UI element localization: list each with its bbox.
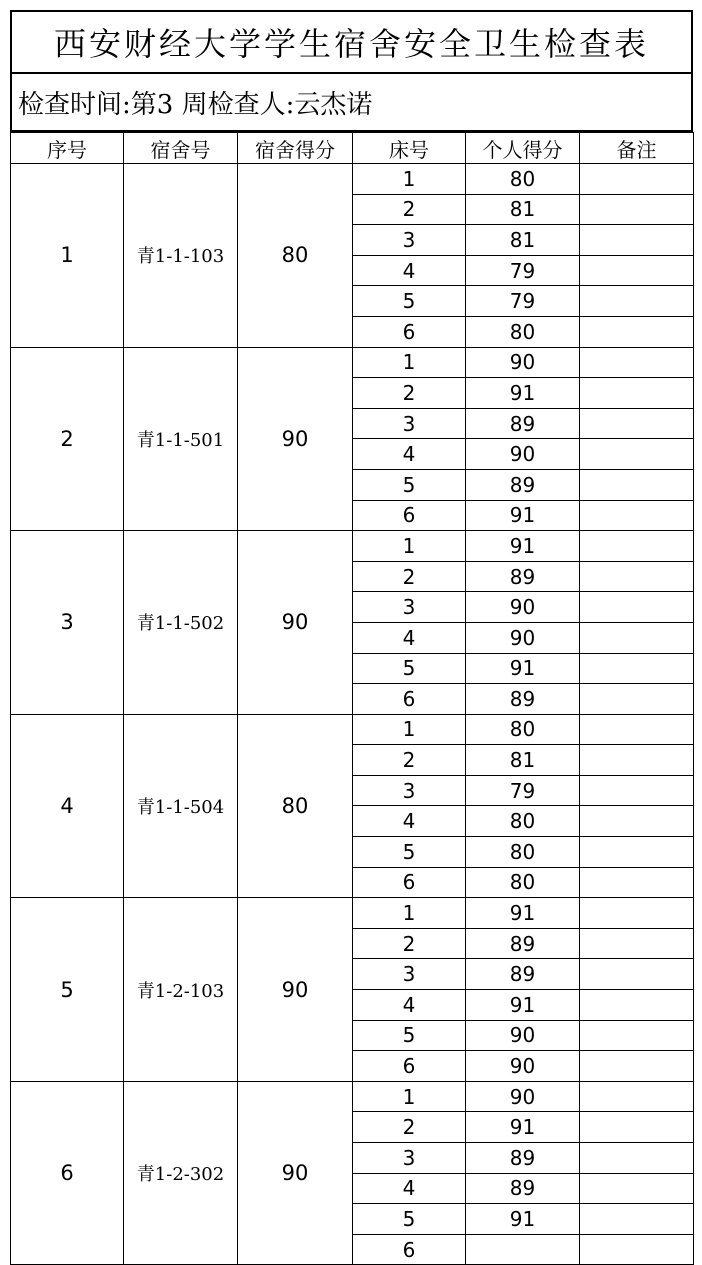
bed-number: 3	[353, 775, 466, 806]
header-row	[11, 133, 694, 164]
note-cell	[580, 898, 694, 929]
dorm-score: 90	[238, 1081, 353, 1265]
personal-score: 91	[466, 500, 580, 531]
bed-number: 6	[353, 316, 466, 347]
note-cell	[580, 684, 694, 715]
table-row	[11, 714, 694, 745]
note-cell	[580, 347, 694, 378]
inspector-name: 云杰诺	[294, 89, 373, 120]
bed-number: 5	[353, 1020, 466, 1051]
personal-score: 81	[466, 745, 580, 776]
dorm-room: 青1-1-103	[124, 164, 238, 348]
note-cell	[580, 255, 694, 286]
note-cell	[580, 531, 694, 562]
note-cell	[580, 806, 694, 837]
note-cell	[580, 1020, 694, 1051]
note-cell	[580, 378, 694, 409]
dorm-seq: 3	[11, 531, 124, 715]
bed-number: 6	[353, 500, 466, 531]
note-cell	[580, 867, 694, 898]
dorm-score: 90	[238, 347, 353, 531]
note-cell	[580, 561, 694, 592]
personal-score: 89	[466, 928, 580, 959]
bed-number: 2	[353, 745, 466, 776]
note-cell	[580, 653, 694, 684]
inspection-time: 检查时间:第3 周	[18, 89, 208, 120]
personal-score: 91	[466, 898, 580, 929]
personal-score: 89	[466, 469, 580, 500]
personal-score: 80	[466, 806, 580, 837]
note-cell	[580, 1112, 694, 1143]
personal-score: 90	[466, 1081, 580, 1112]
personal-score: 79	[466, 775, 580, 806]
table-row	[11, 164, 694, 195]
header-dorm-score: 宿舍得分	[238, 133, 353, 164]
personal-score: 89	[466, 684, 580, 715]
note-cell	[580, 500, 694, 531]
bed-number: 2	[353, 561, 466, 592]
bed-number: 2	[353, 378, 466, 409]
personal-score: 90	[466, 1020, 580, 1051]
personal-score: 91	[466, 531, 580, 562]
dorm-score: 80	[238, 164, 353, 348]
header-note: 备注	[580, 133, 694, 164]
page-title: 西安财经大学学生宿舍安全卫生检查表	[10, 10, 693, 72]
dorm-seq: 6	[11, 1081, 124, 1265]
personal-score: 91	[466, 990, 580, 1021]
bed-number: 4	[353, 255, 466, 286]
personal-score: 89	[466, 408, 580, 439]
bed-number: 4	[353, 439, 466, 470]
personal-score: 89	[466, 561, 580, 592]
note-cell	[580, 959, 694, 990]
note-cell	[580, 837, 694, 868]
bed-number: 4	[353, 1173, 466, 1204]
dorm-score: 90	[238, 898, 353, 1082]
bed-number: 1	[353, 714, 466, 745]
note-cell	[580, 408, 694, 439]
bed-number: 5	[353, 653, 466, 684]
note-cell	[580, 439, 694, 470]
note-cell	[580, 1173, 694, 1204]
bed-number: 1	[353, 1081, 466, 1112]
dorm-seq: 5	[11, 898, 124, 1082]
dorm-room: 青1-1-504	[124, 714, 238, 898]
note-cell	[580, 469, 694, 500]
bed-number: 6	[353, 1051, 466, 1082]
personal-score: 79	[466, 255, 580, 286]
note-cell	[580, 194, 694, 225]
note-cell	[580, 1204, 694, 1235]
bed-number: 3	[353, 959, 466, 990]
note-cell	[580, 164, 694, 195]
dorm-room: 青1-2-302	[124, 1081, 238, 1265]
personal-score: 90	[466, 439, 580, 470]
personal-score: 90	[466, 1051, 580, 1082]
bed-number: 2	[353, 194, 466, 225]
personal-score: 80	[466, 164, 580, 195]
personal-score: 80	[466, 316, 580, 347]
inspector-label: 检查人:	[207, 89, 295, 120]
table-row	[11, 1081, 694, 1112]
table-row	[11, 531, 694, 562]
inspection-sheet	[10, 10, 693, 1265]
note-cell	[580, 622, 694, 653]
table-row	[11, 347, 694, 378]
bed-number: 6	[353, 1234, 466, 1265]
note-cell	[580, 1081, 694, 1112]
personal-score: 90	[466, 622, 580, 653]
personal-score: 91	[466, 653, 580, 684]
bed-number: 3	[353, 225, 466, 256]
dorm-room: 青1-2-103	[124, 898, 238, 1082]
personal-score: 91	[466, 378, 580, 409]
bed-number: 1	[353, 347, 466, 378]
note-cell	[580, 745, 694, 776]
note-cell	[580, 286, 694, 317]
bed-number: 5	[353, 1204, 466, 1235]
bed-number: 3	[353, 1143, 466, 1174]
bed-number: 2	[353, 1112, 466, 1143]
bed-number: 5	[353, 286, 466, 317]
bed-number: 3	[353, 408, 466, 439]
score-table	[10, 132, 694, 1265]
personal-score: 80	[466, 714, 580, 745]
personal-score: 89	[466, 959, 580, 990]
note-cell	[580, 714, 694, 745]
personal-score: 81	[466, 194, 580, 225]
dorm-seq: 4	[11, 714, 124, 898]
dorm-score: 80	[238, 714, 353, 898]
personal-score: 91	[466, 1204, 580, 1235]
note-cell	[580, 775, 694, 806]
header-room: 宿舍号	[124, 133, 238, 164]
inspection-info	[10, 72, 693, 132]
personal-score: 80	[466, 867, 580, 898]
personal-score: 79	[466, 286, 580, 317]
note-cell	[580, 928, 694, 959]
note-cell	[580, 1234, 694, 1265]
personal-score: 89	[466, 1143, 580, 1174]
table-row	[11, 898, 694, 929]
personal-score: 90	[466, 347, 580, 378]
bed-number: 5	[353, 469, 466, 500]
bed-number: 2	[353, 928, 466, 959]
bed-number: 1	[353, 164, 466, 195]
bed-number: 6	[353, 684, 466, 715]
bed-number: 1	[353, 531, 466, 562]
note-cell	[580, 990, 694, 1021]
header-bed: 床号	[353, 133, 466, 164]
personal-score	[466, 1234, 580, 1265]
note-cell	[580, 1143, 694, 1174]
personal-score: 81	[466, 225, 580, 256]
table-body	[11, 164, 694, 1265]
note-cell	[580, 225, 694, 256]
bed-number: 5	[353, 837, 466, 868]
dorm-room: 青1-1-502	[124, 531, 238, 715]
note-cell	[580, 592, 694, 623]
personal-score: 91	[466, 1112, 580, 1143]
header-personal-score: 个人得分	[466, 133, 580, 164]
note-cell	[580, 1051, 694, 1082]
bed-number: 4	[353, 806, 466, 837]
bed-number: 4	[353, 622, 466, 653]
dorm-seq: 1	[11, 164, 124, 348]
header-seq: 序号	[11, 133, 124, 164]
personal-score: 80	[466, 837, 580, 868]
bed-number: 3	[353, 592, 466, 623]
dorm-room: 青1-1-501	[124, 347, 238, 531]
personal-score: 90	[466, 592, 580, 623]
bed-number: 1	[353, 898, 466, 929]
bed-number: 6	[353, 867, 466, 898]
dorm-score: 90	[238, 531, 353, 715]
bed-number: 4	[353, 990, 466, 1021]
dorm-seq: 2	[11, 347, 124, 531]
note-cell	[580, 316, 694, 347]
personal-score: 89	[466, 1173, 580, 1204]
